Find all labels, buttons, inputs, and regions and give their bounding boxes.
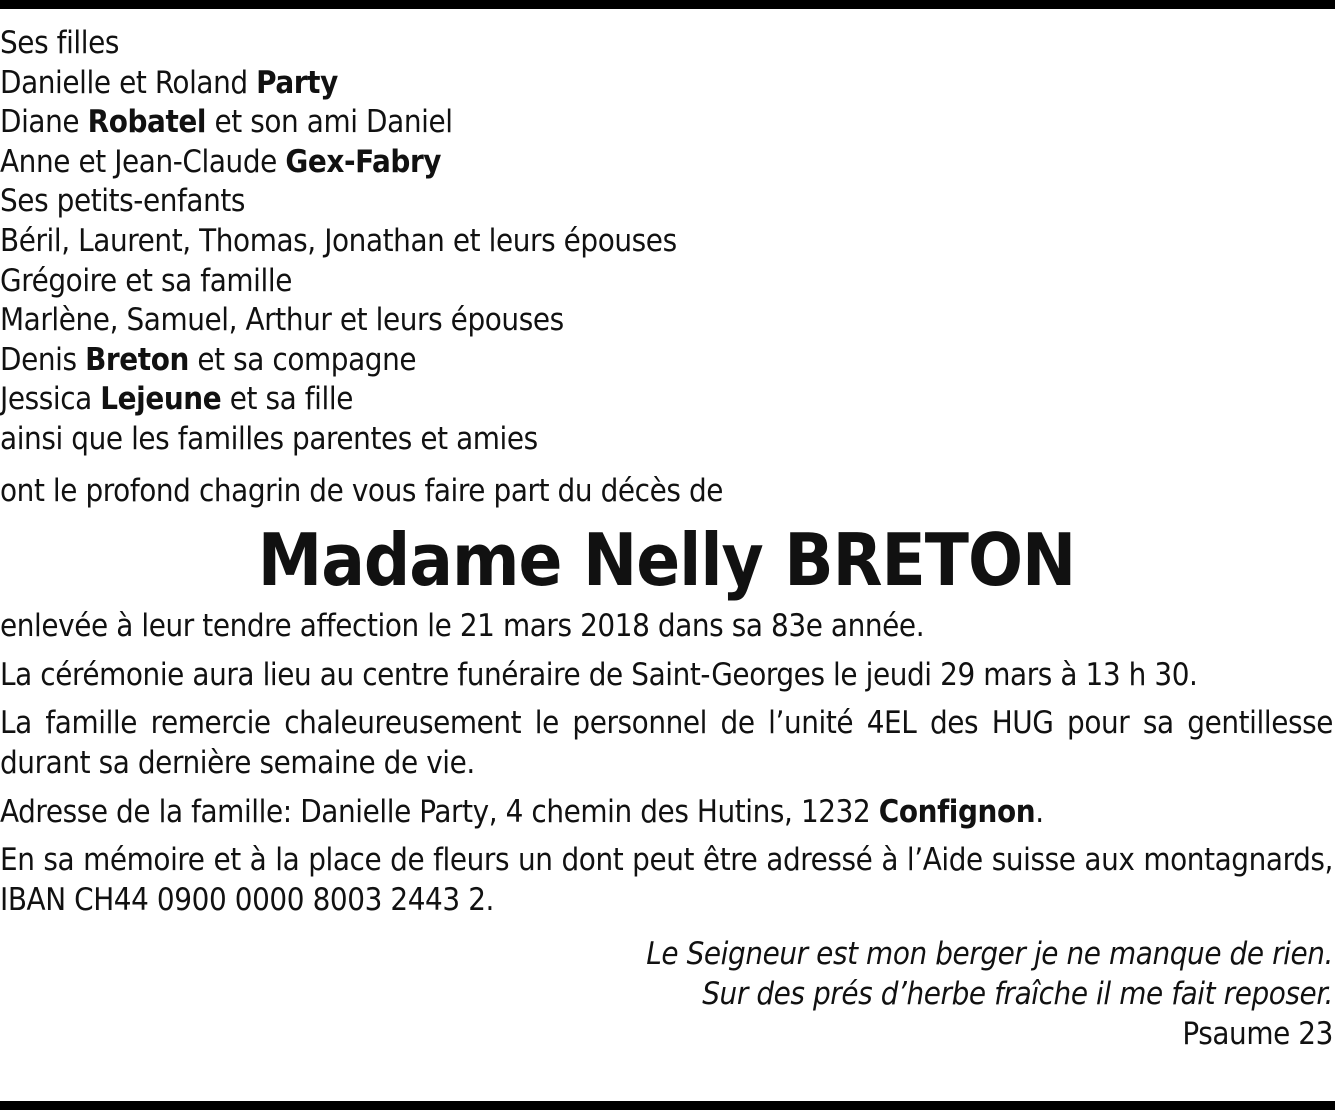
daughters-heading: Ses filles — [0, 25, 120, 61]
thanks-paragraph: La famille remercie chaleureusement le personnel de l’unité 4EL des HUG pour sa gentillesse durant sa dernière semaine de vie. — [0, 705, 1333, 781]
text: . — [1035, 793, 1044, 830]
surname: Lejeune — [100, 381, 222, 418]
donation-paragraph: En sa mémoire et à la place de fleurs un dont peut être adressé à l’Aide suisse aux montagnards, IBAN CH44 0900 0000 8003 2443 2. — [0, 842, 1333, 918]
text: et sa compagne — [188, 341, 417, 378]
text: Diane — [0, 104, 88, 141]
text: Adresse de la famille: Danielle Party, 4 chemin des Hutins, 1232 — [0, 793, 879, 830]
family-address — [0, 793, 1333, 833]
death-notice: enlevée à leur tendre affection le 21 mars 2018 dans sa 83e année. — [0, 608, 925, 645]
text: et son ami Daniel — [206, 104, 453, 141]
grandchildren-line-3: Marlène, Samuel, Arthur et leurs épouses — [0, 302, 564, 339]
family-line-party — [0, 64, 1333, 104]
family-line-breton — [0, 341, 1333, 381]
bottom-rule — [0, 1101, 1335, 1110]
announcement: ont le profond chagrin de vous faire part du décès de — [0, 472, 724, 509]
grandchildren-line-1: Béril, Laurent, Thomas, Jonathan et leurs épouses — [0, 222, 677, 259]
psalm-line-2: Sur des prés d’herbe fraîche il me fait reposer. — [702, 976, 1333, 1013]
psalm-quote — [0, 934, 1333, 1054]
surname: Breton — [85, 341, 189, 378]
grandchildren-line-2: Grégoire et sa famille — [0, 262, 292, 299]
grandchildren-heading: Ses petits-enfants — [0, 183, 246, 220]
psalm-line-1: Le Seigneur est mon berger je ne manque de rien. — [646, 936, 1333, 973]
family-line-robatel — [0, 103, 1333, 143]
surname: Robatel — [87, 104, 207, 141]
relatives-line: ainsi que les familles parentes et amies — [0, 420, 538, 457]
surname: Party — [256, 64, 338, 101]
psalm-reference: Psaume 23 — [1182, 1016, 1333, 1053]
ceremony-info: La cérémonie aura lieu au centre funéraire de Saint-Georges le jeudi 29 mars à 13 h 30. — [0, 656, 1198, 693]
family-line-gex-fabry — [0, 143, 1333, 183]
text: Denis — [0, 341, 86, 378]
text: et sa fille — [221, 381, 353, 418]
deceased-name: Madame Nelly BRETON — [257, 518, 1076, 603]
town: Confignon — [878, 793, 1036, 830]
top-rule — [0, 0, 1335, 9]
text: Anne et Jean-Claude — [0, 143, 286, 180]
obituary-content — [0, 24, 1333, 1054]
family-line-lejeune — [0, 380, 1333, 420]
text: Jessica — [0, 381, 101, 418]
text: Danielle et Roland — [0, 64, 257, 101]
surname: Gex-Fabry — [285, 143, 442, 180]
